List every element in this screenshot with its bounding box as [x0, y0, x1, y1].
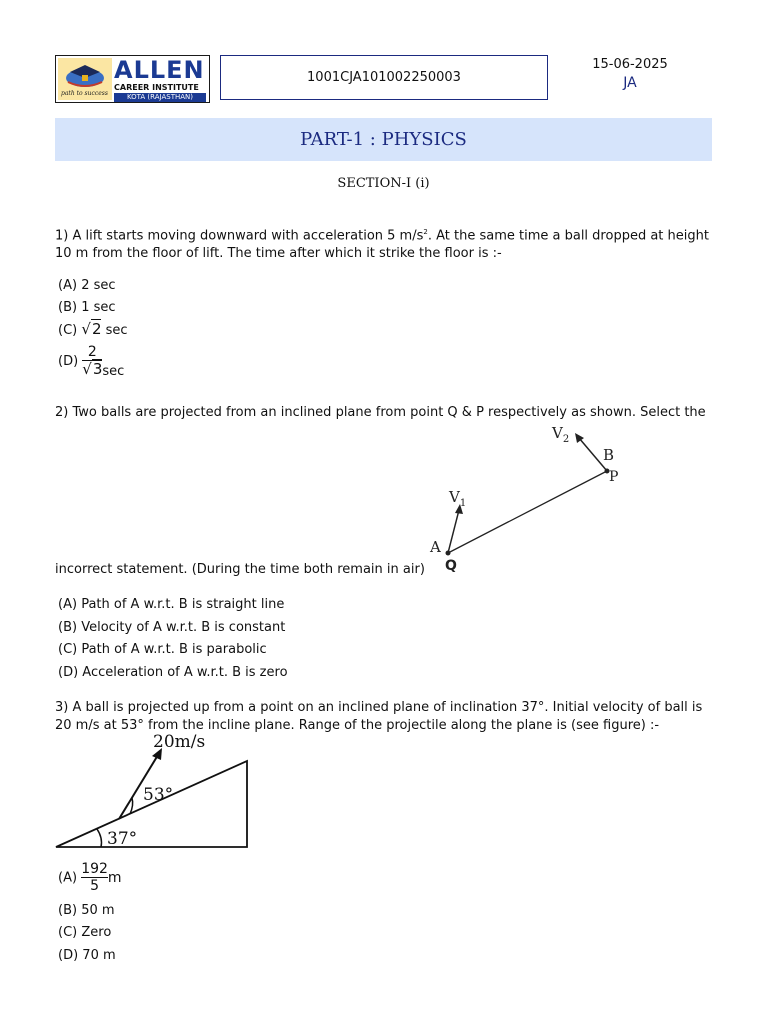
option-label: (D) — [58, 948, 79, 963]
logo-city: KOTA (RAJASTHAN) — [114, 93, 206, 102]
question-2-text: Two balls are projected from an inclined plane from point Q & P respectively as shown. Select the — [72, 405, 706, 420]
option-label: (D) — [58, 665, 79, 680]
q1-option-a[interactable] — [58, 278, 116, 293]
question-1-line-1 — [55, 223, 715, 245]
option-label: (A) — [58, 278, 78, 293]
paper-code-box — [220, 55, 548, 100]
radicand: 2 — [91, 320, 102, 338]
option-label: (A) — [58, 597, 78, 612]
option-text: 1 sec — [81, 300, 116, 315]
angle-arc-37 — [97, 829, 102, 847]
option-unit: sec — [105, 323, 128, 338]
label-q: Q — [445, 558, 457, 574]
option-label: (B) — [58, 903, 78, 918]
question-3-text-1: A ball is projected up from a point on an inclined plane of inclination 37°. Initial velocity of ball is — [72, 700, 703, 715]
v1-arrow — [448, 510, 459, 553]
question-2-tail: incorrect statement. (During the time both remain in air) — [55, 562, 425, 577]
label-a: A — [430, 538, 441, 556]
logo-emblem — [58, 58, 112, 100]
question-1-text-a: A lift starts moving downward with acceleration 5 m/s — [72, 228, 424, 244]
question-3-line-1 — [55, 699, 720, 717]
question-1-number: 1) — [55, 228, 69, 244]
label-v1: $V_1$ — [449, 488, 467, 509]
radical: √2 — [81, 320, 102, 338]
q3-option-b[interactable] — [58, 903, 115, 918]
fraction — [81, 862, 108, 894]
part-title: PART-1 : PHYSICS — [300, 129, 467, 150]
option-label: (C) — [58, 642, 78, 657]
paper-code: 1001CJA101002250003 — [307, 70, 461, 85]
option-label: (C) — [58, 925, 78, 940]
question-3-number: 3) — [55, 700, 69, 715]
q3-option-a[interactable] — [58, 862, 122, 894]
inclined-plane-two-balls-figure — [425, 420, 630, 580]
question-1-line-2: 10 m from the floor of lift. The time after which it strike the floor is :- — [55, 246, 502, 262]
q2-option-c[interactable] — [58, 642, 267, 657]
part-banner — [55, 118, 712, 161]
question-1 — [55, 223, 715, 263]
fraction-denominator: √3 — [82, 360, 103, 378]
institute-logo — [55, 55, 210, 103]
option-label: (A) — [58, 870, 78, 886]
option-label: (B) — [58, 620, 78, 635]
q1-option-b[interactable] — [58, 300, 116, 315]
projectile-incline-figure — [50, 730, 255, 855]
angle-label-37: 37° — [107, 829, 138, 849]
logo-tagline: path to success — [61, 90, 108, 97]
q3-option-c[interactable] — [58, 925, 111, 940]
q1-option-d[interactable] — [58, 345, 124, 379]
q2-option-d[interactable] — [58, 665, 288, 680]
q2-option-b[interactable] — [58, 620, 285, 635]
label-b: B — [603, 446, 615, 464]
section-title: SECTION-I (i) — [337, 176, 430, 191]
option-text: 50 m — [81, 903, 115, 918]
speed-label: 20m/s — [153, 732, 206, 752]
fraction-numerator: 2 — [87, 344, 97, 360]
exam-stream: JA — [623, 75, 637, 91]
q2-option-a[interactable] — [58, 597, 284, 612]
option-text: Path of A w.r.t. B is parabolic — [81, 642, 267, 657]
option-label: (C) — [58, 323, 78, 338]
q1-option-c[interactable] — [58, 320, 128, 338]
incline-line — [448, 471, 607, 553]
fraction-numerator: 192 — [81, 861, 108, 877]
logo-brand: ALLEN — [114, 56, 205, 84]
exam-date: 15-06-2025 — [592, 57, 668, 72]
fraction — [82, 345, 102, 378]
question-1-text-b: . At the same time a ball dropped at height — [427, 228, 709, 244]
question-2-number: 2) — [55, 405, 69, 420]
fraction-denominator: 5 — [81, 877, 108, 894]
option-text: Zero — [81, 925, 112, 940]
label-v2: $V_2$ — [552, 424, 570, 445]
logo-institute: CAREER INSTITUTE — [114, 83, 199, 92]
option-text: 70 m — [82, 948, 116, 963]
question-1-superscript: 2 — [423, 228, 428, 236]
label-p: P — [609, 469, 619, 485]
option-label: (D) — [58, 354, 79, 369]
q3-option-d[interactable] — [58, 948, 116, 963]
option-unit: sec — [102, 364, 125, 379]
option-unit: m — [107, 870, 122, 886]
question-3-line-2: 20 m/s at 53° from the incline plane. Range of the projectile along the plane is (see figure) :- — [55, 718, 660, 733]
angle-label-53: 53° — [143, 785, 174, 805]
option-text: Velocity of A w.r.t. B is constant — [81, 620, 286, 635]
radicand: 3 — [92, 360, 103, 378]
option-text: Acceleration of A w.r.t. B is zero — [82, 665, 288, 680]
option-text: Path of A w.r.t. B is straight line — [81, 597, 285, 612]
option-label: (B) — [58, 300, 78, 315]
option-text: 2 sec — [81, 278, 116, 293]
